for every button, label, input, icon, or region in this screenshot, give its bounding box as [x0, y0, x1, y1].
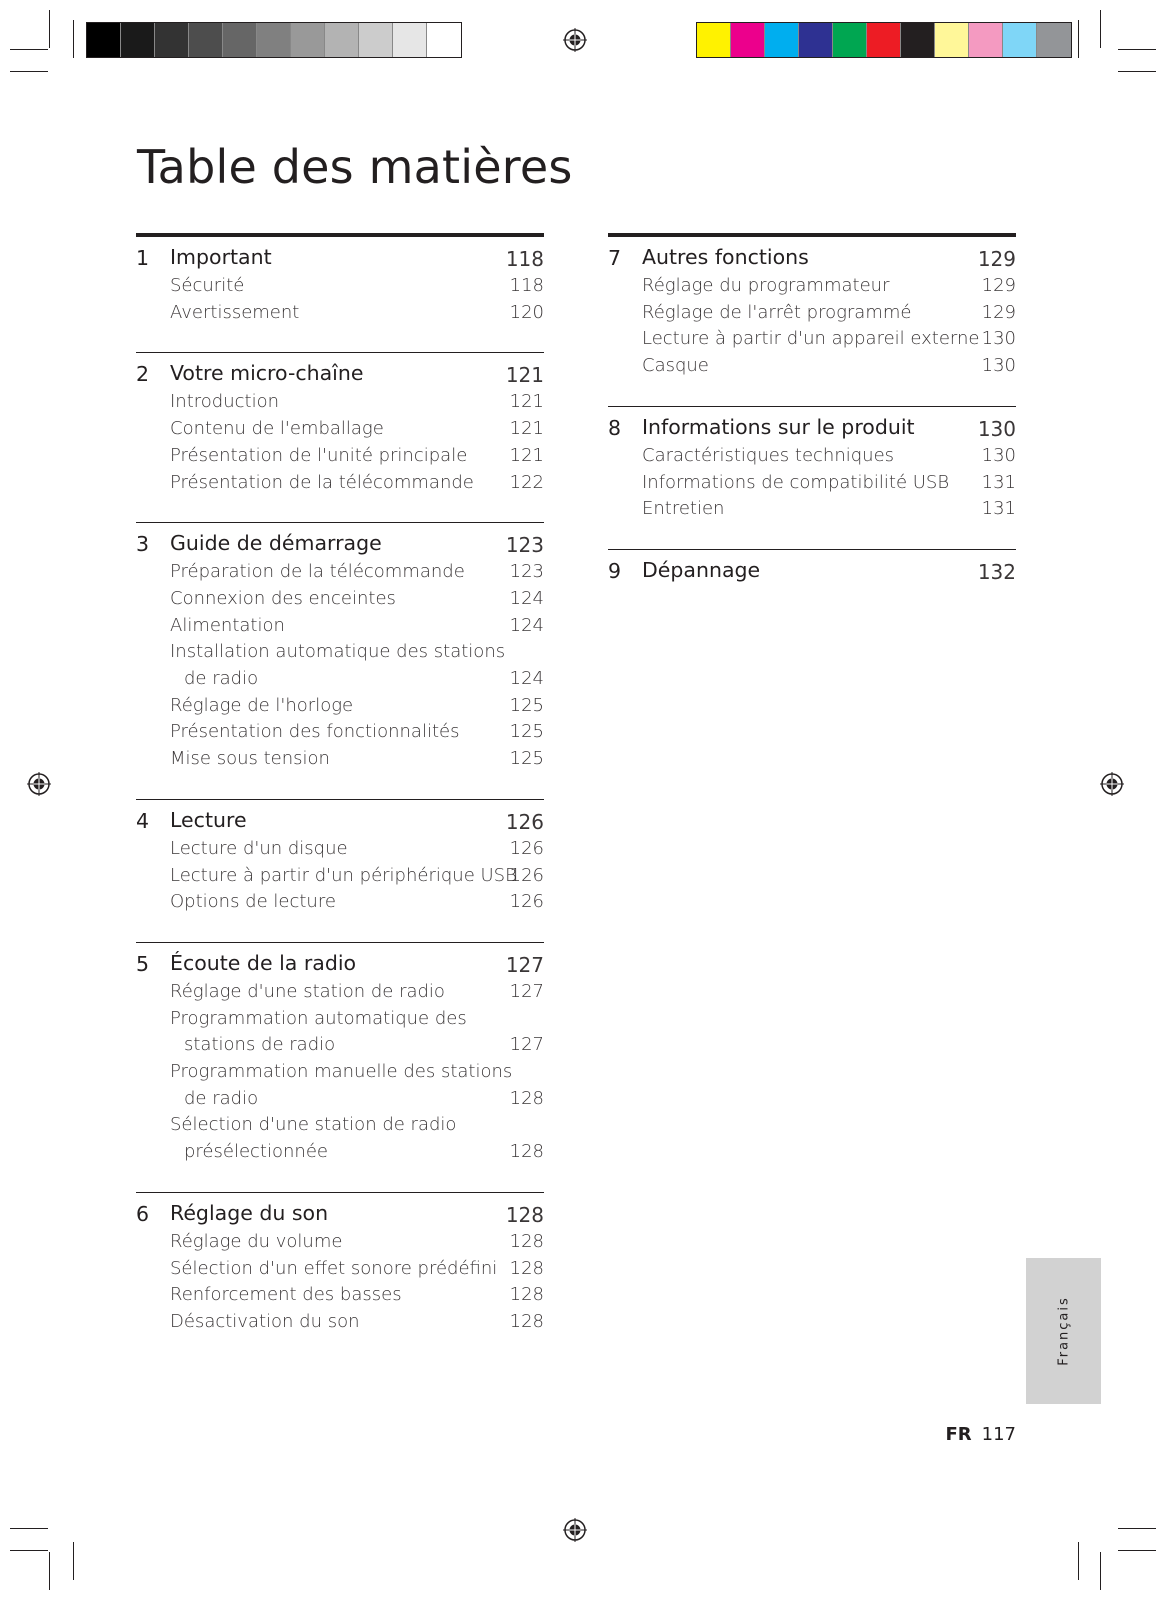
toc-section [608, 406, 1016, 549]
entry-page-number: 128 [509, 1141, 544, 1163]
entry-page-number: 130 [981, 328, 1016, 350]
entry-label-continued: stations de radio [184, 1034, 336, 1056]
toc-entry-row [136, 1282, 544, 1309]
section-number: 8 [608, 415, 622, 440]
color-swatch [155, 23, 189, 57]
entry-label: Entretien [642, 498, 725, 520]
toc-heading-row [136, 531, 544, 559]
page-title: Table des matières [137, 140, 573, 194]
entry-label: Réglage du volume [170, 1230, 343, 1252]
toc-entry-row [136, 719, 544, 746]
toc-entry-row [136, 470, 544, 497]
section-page-number: 121 [505, 363, 544, 388]
section-number: 1 [136, 246, 150, 270]
crop-mark [1118, 1550, 1156, 1551]
section-title: Guide de démarrage [170, 531, 382, 556]
page-footer [945, 1424, 1016, 1445]
entry-page-number: 125 [509, 721, 544, 743]
section-number: 2 [136, 362, 150, 387]
gray-color-bar [86, 22, 462, 58]
toc-section [136, 1192, 544, 1362]
entry-label: Préparation de la télécommande [170, 561, 465, 583]
entry-label: Présentation de l'unité principale [170, 444, 468, 466]
entry-page-number: 128 [509, 1310, 544, 1332]
entry-label: Contenu de l'emballage [170, 418, 384, 440]
toc-entry-row [136, 889, 544, 916]
color-swatch [1037, 23, 1071, 57]
color-swatch [427, 23, 461, 57]
entry-label-continued: de radio [184, 1087, 259, 1109]
entry-label: Introduction [170, 391, 280, 413]
toc-section [136, 233, 544, 352]
language-tab [1026, 1258, 1101, 1404]
toc-entry-row [608, 496, 1016, 523]
crop-mark [1118, 1528, 1156, 1529]
entry-page-number: 131 [981, 471, 1016, 493]
toc-entry-row [136, 586, 544, 613]
color-swatch [833, 23, 867, 57]
toc-left-column [136, 233, 544, 1362]
section-title: Écoute de la radio [170, 950, 357, 975]
entry-label: Réglage de l'horloge [170, 694, 354, 716]
entry-page-number: 121 [509, 444, 544, 466]
crop-mark [1078, 1542, 1079, 1580]
toc-entry-row [136, 1309, 544, 1336]
entry-page-number: 124 [509, 668, 544, 690]
section-title: Réglage du son [170, 1200, 329, 1225]
toc-heading-row [136, 361, 544, 389]
toc-entry-row [136, 693, 544, 720]
toc-entry-row [136, 639, 544, 692]
color-swatch [969, 23, 1003, 57]
entry-label: Réglage de l'arrêt programmé [642, 301, 912, 323]
language-tab-label: Français [1056, 1296, 1071, 1366]
registration-target-icon [563, 28, 587, 52]
entry-page-number: 120 [509, 301, 544, 323]
toc-entry-row [136, 1229, 544, 1256]
footer-language-code: FR [945, 1424, 972, 1445]
color-swatch [799, 23, 833, 57]
toc-entry-row [136, 443, 544, 470]
section-page-number: 128 [505, 1202, 544, 1227]
toc-section [608, 233, 1016, 406]
entry-page-number: 129 [981, 301, 1016, 323]
toc-entry-row [136, 1006, 544, 1059]
crop-mark [49, 10, 50, 48]
color-swatch [325, 23, 359, 57]
section-title: Autres fonctions [642, 245, 809, 269]
entry-label: Présentation de la télécommande [170, 471, 474, 493]
section-title: Dépannage [642, 557, 761, 582]
toc-entry-row [608, 470, 1016, 497]
entry-label: Avertissement [170, 301, 300, 323]
entry-label: Désactivation du son [170, 1310, 360, 1332]
entry-label: Présentation des fonctionnalités [170, 721, 460, 743]
section-number: 6 [136, 1201, 150, 1226]
color-swatch [359, 23, 393, 57]
entry-label-continued: présélectionnée [184, 1141, 328, 1163]
toc-heading-row [608, 415, 1016, 443]
section-number: 3 [136, 532, 150, 557]
crop-mark [10, 1550, 48, 1551]
section-number: 5 [136, 951, 150, 976]
section-title: Lecture [170, 807, 247, 832]
toc-entry-row [136, 273, 544, 300]
registration-target-icon [27, 772, 51, 796]
entry-page-number: 128 [509, 1257, 544, 1279]
entry-page-number: 122 [509, 471, 544, 493]
toc-entry-row [608, 443, 1016, 470]
crop-mark [1078, 20, 1079, 58]
toc-entry-row [608, 353, 1016, 380]
registration-target-icon [563, 1518, 587, 1542]
section-page-number: 118 [505, 247, 544, 271]
toc-entry-row [136, 1059, 544, 1112]
color-swatch [697, 23, 731, 57]
entry-page-number: 118 [509, 275, 544, 296]
crop-mark [73, 20, 74, 58]
section-page-number: 126 [505, 809, 544, 834]
entry-label: Sécurité [170, 275, 245, 296]
toc-entry-row [136, 1256, 544, 1283]
entry-label: Sélection d'une station de radio [170, 1114, 457, 1136]
crop-mark [49, 1552, 50, 1590]
section-title: Votre micro-chaîne [170, 361, 364, 386]
section-title: Important [170, 245, 272, 269]
entry-page-number: 125 [509, 694, 544, 716]
toc-entry-row [608, 326, 1016, 353]
section-number: 7 [608, 246, 622, 270]
entry-label: Informations de compatibilité USB [642, 471, 950, 493]
entry-page-number: 123 [509, 561, 544, 583]
entry-label: Programmation automatique des [170, 1007, 467, 1029]
entry-label: Réglage du programmateur [642, 275, 890, 296]
entry-page-number: 128 [509, 1087, 544, 1109]
color-swatch [189, 23, 223, 57]
entry-label: Connexion des enceintes [170, 587, 396, 609]
footer-page-number: 117 [981, 1424, 1016, 1445]
entry-page-number: 126 [509, 864, 544, 886]
entry-label: Sélection d'un effet sonore prédéfini [170, 1257, 498, 1279]
toc-heading-row [136, 245, 544, 273]
section-title: Informations sur le produit [642, 414, 915, 439]
section-page-number: 127 [505, 952, 544, 977]
crop-mark [1100, 10, 1101, 48]
entry-label: Options de lecture [170, 891, 336, 913]
toc-section [608, 549, 1016, 612]
entry-label: Lecture d'un disque [170, 837, 348, 859]
color-swatch [1003, 23, 1037, 57]
entry-page-number: 124 [509, 587, 544, 609]
color-swatch [121, 23, 155, 57]
toc-entry-row [136, 559, 544, 586]
section-number: 9 [608, 558, 622, 583]
crop-mark [10, 71, 48, 72]
toc-section [136, 799, 544, 942]
toc-entry-row [136, 836, 544, 863]
entry-page-number: 129 [981, 275, 1016, 296]
entry-page-number: 130 [981, 355, 1016, 377]
toc-heading-row [608, 558, 1016, 586]
crop-mark [10, 49, 48, 50]
entry-page-number: 121 [509, 391, 544, 413]
color-swatch [257, 23, 291, 57]
color-swatch [87, 23, 121, 57]
entry-page-number: 131 [981, 498, 1016, 520]
toc-entry-row [136, 613, 544, 640]
section-page-number: 130 [977, 416, 1016, 441]
entry-label: Installation automatique des stations [170, 641, 506, 663]
entry-label: Programmation manuelle des stations [170, 1061, 513, 1083]
color-swatch [393, 23, 427, 57]
entry-page-number: 126 [509, 891, 544, 913]
registration-target-icon [1100, 772, 1124, 796]
color-swatch [731, 23, 765, 57]
color-swatch [867, 23, 901, 57]
toc-section [136, 522, 544, 799]
crop-mark [10, 1528, 48, 1529]
entry-label: Alimentation [170, 614, 285, 636]
toc-entry-row [608, 300, 1016, 327]
color-swatch [291, 23, 325, 57]
toc-right-column [608, 233, 1016, 612]
section-page-number: 123 [505, 533, 544, 558]
toc-section [136, 942, 544, 1192]
entry-page-number: 128 [509, 1230, 544, 1252]
entry-label: Lecture à partir d'un appareil externe [642, 328, 980, 350]
entry-page-number: 124 [509, 614, 544, 636]
entry-page-number: 130 [981, 444, 1016, 466]
toc-heading-row [136, 1201, 544, 1229]
toc-entry-row [136, 416, 544, 443]
toc-entry-row [608, 273, 1016, 300]
toc-heading-row [136, 951, 544, 979]
toc-heading-row [608, 245, 1016, 273]
entry-label: Casque [642, 355, 709, 377]
toc-entry-row [136, 389, 544, 416]
entry-label: Caractéristiques techniques [642, 444, 895, 466]
section-number: 4 [136, 808, 150, 833]
crop-mark [1100, 1552, 1101, 1590]
section-page-number: 132 [977, 559, 1016, 584]
toc-section [136, 352, 544, 522]
crop-mark [1118, 71, 1156, 72]
entry-page-number: 121 [509, 418, 544, 440]
toc-entry-row [136, 979, 544, 1006]
section-page-number: 129 [977, 247, 1016, 271]
color-swatch [935, 23, 969, 57]
crop-mark [73, 1542, 74, 1580]
entry-label: Lecture à partir d'un périphérique USB [170, 864, 517, 886]
entry-label-continued: de radio [184, 668, 259, 690]
color-swatch [901, 23, 935, 57]
entry-page-number: 125 [509, 748, 544, 770]
toc-heading-row [136, 808, 544, 836]
toc-entry-row [136, 746, 544, 773]
entry-label: Réglage d'une station de radio [170, 980, 445, 1002]
entry-page-number: 127 [509, 1034, 544, 1056]
entry-label: Renforcement des basses [170, 1284, 402, 1306]
color-swatch [223, 23, 257, 57]
entry-page-number: 126 [509, 837, 544, 859]
entry-page-number: 127 [509, 980, 544, 1002]
toc-entry-row [136, 300, 544, 327]
crop-mark [1118, 49, 1156, 50]
process-color-bar [696, 22, 1072, 58]
color-swatch [765, 23, 799, 57]
toc-entry-row [136, 863, 544, 890]
entry-label: Mise sous tension [170, 748, 330, 770]
entry-page-number: 128 [509, 1284, 544, 1306]
toc-entry-row [136, 1112, 544, 1165]
